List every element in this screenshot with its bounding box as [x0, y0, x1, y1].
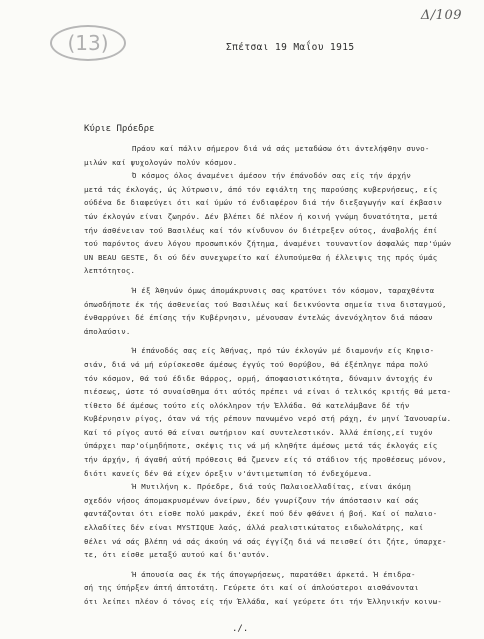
letter-line: σχεδόν νήσος άπομακρυσμένων όνείρων, δέν γνωρίζουν τήν άπόστασιν καί σάς: [84, 495, 419, 505]
letter-line: σιάν, διά νά μή εύρίσκεσθε άμέσως έγγύς τού θορύβου, θά έξέπληγε πάρα πολύ: [84, 359, 429, 369]
letter-line: ένθαρρύνει δέ έπίσης τήν Κυβέρνησιν, μένουσαν έντελώς άνενόχλητον διά πάσαν: [84, 313, 433, 323]
letter-line: ότι λείπει πλέον ό τόνος είς τήν Έλλάδα, καί γεύρετε ότι τήν Έλληνικήν κοινω-: [84, 597, 443, 606]
letter-line: ούδένα δε διαφεύγει ότι καί ύμών τό ένδιαφέρον διά τήν διεξαγωγήν καί έκβασιν: [84, 198, 443, 208]
letter-line: ελλαδίτες δέν είναι MYSTIQUE λαός, άλλά ρεαλιστικώτατος ειδωλολάτρης, καί: [84, 523, 424, 533]
letter-line: Ή έπάνοδός σας είς Άθήνας, πρό τών έκλογών μέ διαμονήν είς Κηφισ-: [132, 346, 435, 356]
archive-reference-mark: Δ/109: [420, 8, 462, 23]
letter-line: μιλών καί ψυχολογών πολύν κόσμον.: [84, 157, 238, 167]
letter-line: ύπάρχει παρ'οίμηδήποτε, σκέψις τις νά μή κληθήτε άμέσως μετά τάς έκλογάς είς: [84, 441, 438, 451]
letter-line: όπωσδήποτε έκ τής άσθενείας τού Βασιλέως καί δεικνύοντα σημεία τινα δισταγμού,: [84, 299, 447, 309]
letter-dateline: Σπέτσαι 19 Μαΐου 1915: [226, 42, 355, 53]
letter-line: Ό κόσμος όλος άναμένει άμέσον τήν έπάνοδόν σας είς τήν άρχήν: [132, 171, 411, 181]
letter-line: τήν άρχήν, ή άγαθή αύτή πρόθεσις θά ζμενεν είς τό στάδιον τής προθέσεως μόνον,: [84, 455, 447, 465]
page-continuation-mark: ./.: [232, 624, 249, 634]
letter-line: Ή άπουσία σας έκ τής άπογωρήσεως, παρατάθει άρκετά. Ή έπιδρα-: [132, 569, 416, 579]
letter-line: σή της ύπήρξεν άπτή άπτοτάτη. Γεύρετε ότι καί οί άπλούστεροι αισθάνονται: [84, 583, 419, 593]
letter-line: τού παρόντος άνευ λόγου προσωπικόν ζήτημα, άναμένει τουναντίον άσφαλώς παρ'ύμών: [84, 239, 452, 249]
letter-line: Ή έξ Άθηνών όμως άπομάκρυνσις σας κρατύνει τόν κόσμον, ταραχθέντα: [132, 285, 435, 295]
letter-line: λεπτότητος.: [84, 266, 136, 276]
letter-line: θέλει νά σάς βλέπη νά σάς άκούη νά σάς έγγίζη διά νά πεισθεί ότι ζήτε, ύπαρχε-: [84, 536, 447, 546]
letter-line: τίθετο δέ άμέσως τούτο είς ολόκληρον τήν Έλλάδα. Θά κατελάμβανε δέ τήν: [84, 400, 410, 410]
letter-line: Ή Μυτιλήνη κ. Πρόεδρε, διά τούς Παλαιοελλαδίτας, είναι άκόμη: [132, 482, 411, 492]
letter-line: UN BEAU GESTE, δι ού δέν συνεχωρείτο καί έλυπούμεθα ή έλλειψις της πρός ύμάς: [84, 252, 438, 262]
letter-line: τόν κόσμον, θά τού έδιδε θάρρος, ορμή, άποφασιστικότητα, δύναμιν άντοχής έν: [84, 373, 433, 383]
letter-line: τήν άσθένειαν τού Βασιλέως καί τόν κίνδυνον όν διέτρεξεν ούτος, άναβολής έπί: [84, 225, 438, 235]
letter-line: φαντάζονται ότι είσθε πολύ μακράν, έκεί πού δέν φθάνει ή βοή. Καί οί παλαιο-: [84, 509, 438, 519]
letter-line: μετά τάς έκλογάς, ώς λύτρωσιν, άπό τόν εφιάλτη της παρούσης κυβερνήσεως, είς: [84, 184, 438, 194]
letter-line: άπολαύσιν.: [84, 326, 131, 336]
letter-line: Καί τό ρίγος αυτό θά είναι σωτήριον καί συντελεστικόν. Άλλά έπίσης,εί τυχόν: [84, 427, 433, 437]
letter-line: διότι κανείς δέν θά είχεν όρεξιν ν'άντιμετωπίση τό ένδεχόμενα.: [84, 468, 373, 478]
letter-line: πιέσεως, ώστε τό συναίσθημα ότι αύτός πρέπει νά είναι ό τελικός κριτής θά μετα-: [84, 387, 452, 397]
letter-line: Κυβέρνησιν ρίγος, όταν νά τής ρέπουν πανωμένο νερό στή ράχη, έν μηνί Ίανουαρίω.: [84, 414, 452, 424]
letter-line: τών έκλογών είναι ζωηρόν. Δέν βλέπει δέ πλέον ή κοινή γνώμη δυνατότητα, μετά: [84, 211, 438, 221]
circled-page-note: (13): [50, 25, 126, 61]
letter-line: Πράου καί πάλιν σήμερον διά νά σάς μεταδώσω ότι άντελήφθην συνο-: [132, 144, 430, 153]
letter-salutation: Κύριε Πρόεδρε: [84, 124, 155, 134]
letter-body: [84, 142, 464, 609]
letter-line: τε, ότι είσθε μεταξύ αυτού καί δι'αυτόν.: [84, 550, 270, 560]
